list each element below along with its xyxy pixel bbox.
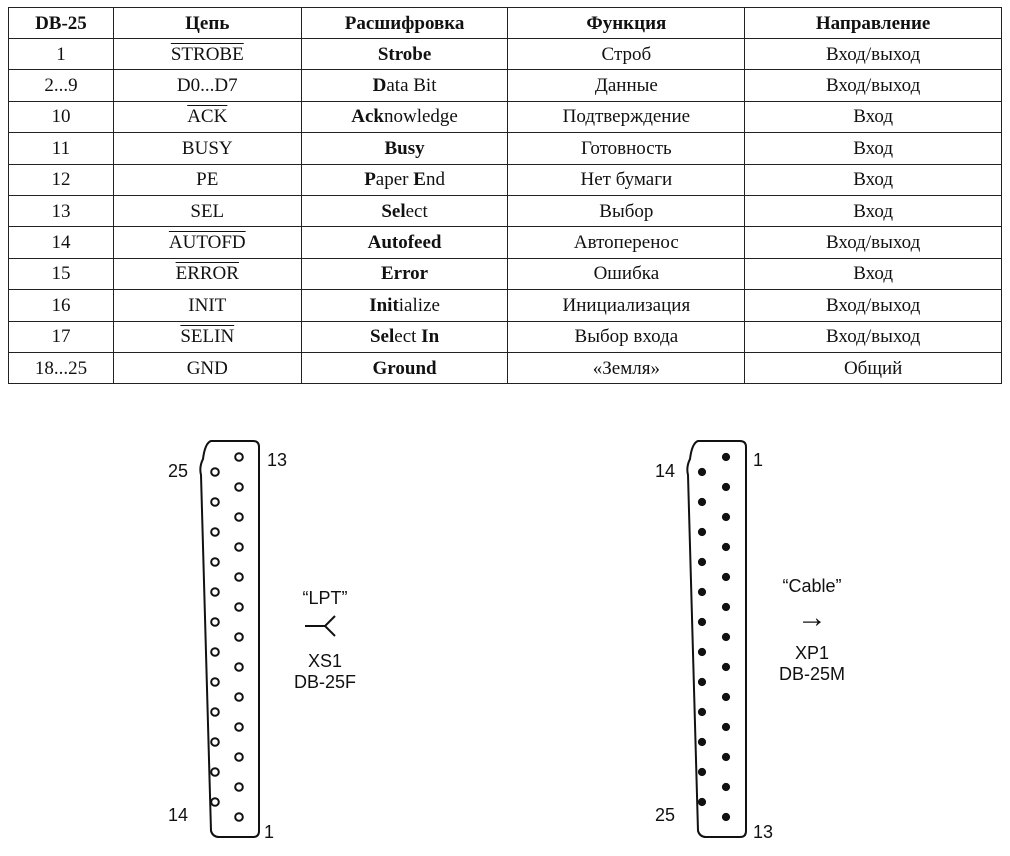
connector-shell xyxy=(200,441,259,837)
cell-function: Выбор входа xyxy=(508,321,745,352)
connector-pin xyxy=(211,768,219,776)
header-decode: Расшифровка xyxy=(301,8,508,39)
connector-shell xyxy=(687,441,746,837)
cell-pin: 16 xyxy=(9,290,114,321)
connector-pin xyxy=(722,783,729,790)
cell-pin: 1 xyxy=(9,39,114,70)
header-function: Функция xyxy=(508,8,745,39)
cell-pin: 10 xyxy=(9,101,114,132)
table-row xyxy=(9,70,1002,101)
connector-pin xyxy=(722,573,729,580)
table-row xyxy=(9,352,1002,383)
cell-direction: Вход xyxy=(745,195,1002,226)
connector-pin xyxy=(211,558,219,566)
header-direction: Направление xyxy=(745,8,1002,39)
connector-pin xyxy=(211,618,219,626)
connector-pin xyxy=(235,783,243,791)
connector-pin xyxy=(698,588,705,595)
connector-pin xyxy=(722,453,729,460)
connector-pin xyxy=(235,573,243,581)
cell-decode: Data Bit xyxy=(301,70,508,101)
connector-pin xyxy=(211,468,219,476)
cell-direction: Вход xyxy=(745,101,1002,132)
cell-pin: 18...25 xyxy=(9,352,114,383)
right-connector-name: “Cable” xyxy=(782,576,842,596)
connector-pin xyxy=(698,558,705,565)
connector-pin xyxy=(211,648,219,656)
right-connector-type: DB-25M xyxy=(778,664,845,684)
connector-pin xyxy=(211,738,219,746)
right-pin-label-top-right: 1 xyxy=(753,450,764,470)
cell-function: Подтверждение xyxy=(508,101,745,132)
cell-direction: Вход/выход xyxy=(745,290,1002,321)
cell-signal: $\overline{ACK}$ xyxy=(113,101,301,132)
cell-signal: PE xyxy=(113,164,301,195)
cell-direction: Вход xyxy=(745,133,1002,164)
cell-function: Нет бумаги xyxy=(508,164,745,195)
left-pin-label-top-right: 13 xyxy=(267,450,288,470)
cell-signal: D0...D7 xyxy=(113,70,301,101)
left-connector-caption xyxy=(285,588,365,693)
connector-pin xyxy=(722,513,729,520)
cell-function: Готовность xyxy=(508,133,745,164)
cell-signal: STROBE xyxy=(113,39,301,70)
connector-pin xyxy=(722,633,729,640)
connector-pin xyxy=(698,468,705,475)
table-row xyxy=(9,133,1002,164)
connector-pin xyxy=(722,603,729,610)
cell-pin: 14 xyxy=(9,227,114,258)
connector-pin xyxy=(722,753,729,760)
cell-function: «Земля» xyxy=(508,352,745,383)
table-row xyxy=(9,227,1002,258)
cell-signal: ERROR xyxy=(113,258,301,289)
cell-function: Данные xyxy=(508,70,745,101)
connector-db25m xyxy=(684,435,750,843)
left-pin-label-bottom-left: 14 xyxy=(168,805,189,825)
connector-pin xyxy=(698,738,705,745)
left-connector-ref: XS1 xyxy=(307,651,343,671)
cell-pin: 11 xyxy=(9,133,114,164)
cell-pin: 12 xyxy=(9,164,114,195)
pinout-table xyxy=(8,7,1002,384)
cell-decode: Error xyxy=(301,258,508,289)
header-signal: Цепь xyxy=(113,8,301,39)
table-row xyxy=(9,39,1002,70)
connector-pin xyxy=(235,663,243,671)
table-row xyxy=(9,101,1002,132)
right-pin-label-top-left: 14 xyxy=(655,461,676,481)
cell-signal: INIT xyxy=(113,290,301,321)
cell-pin: 13 xyxy=(9,195,114,226)
left-pin-label-bottom-right: 1 xyxy=(264,822,275,842)
cell-pin: 15 xyxy=(9,258,114,289)
table-header-row xyxy=(9,8,1002,39)
right-pin-label-bottom-right: 13 xyxy=(753,822,774,842)
table-row xyxy=(9,258,1002,289)
cell-direction: Общий xyxy=(745,352,1002,383)
connector-pin xyxy=(722,663,729,670)
connector-pin xyxy=(211,528,219,536)
cell-signal: SELIN xyxy=(113,321,301,352)
connector-pin xyxy=(235,513,243,521)
left-pin-label-top-left: 25 xyxy=(168,461,189,481)
cell-function: Инициализация xyxy=(508,290,745,321)
connector-pin xyxy=(698,708,705,715)
cell-signal: AUTOFD xyxy=(113,227,301,258)
cell-decode: Ground xyxy=(301,352,508,383)
cell-decode: Busy xyxy=(301,133,508,164)
connector-pin xyxy=(211,798,219,806)
connector-pin xyxy=(698,648,705,655)
connector-pin xyxy=(698,528,705,535)
cell-pin: 2...9 xyxy=(9,70,114,101)
cell-decode: Autofeed xyxy=(301,227,508,258)
connector-db25m-drawing xyxy=(684,435,750,843)
connector-pin xyxy=(698,768,705,775)
cell-direction: Вход/выход xyxy=(745,227,1002,258)
connector-pin xyxy=(211,678,219,686)
left-connector-type: DB-25F xyxy=(293,672,356,692)
cell-function: Выбор xyxy=(508,195,745,226)
cell-decode: Acknowledge xyxy=(301,101,508,132)
cell-signal: BUSY xyxy=(113,133,301,164)
connector-pin xyxy=(722,543,729,550)
header-pin: DB-25 xyxy=(9,8,114,39)
cell-function: Строб xyxy=(508,39,745,70)
connector-pin xyxy=(698,678,705,685)
connector-pin xyxy=(235,813,243,821)
cell-signal: GND xyxy=(113,352,301,383)
table-row xyxy=(9,164,1002,195)
cell-decode: Initialize xyxy=(301,290,508,321)
cell-decode: Paper End xyxy=(301,164,508,195)
right-connector-ref: XP1 xyxy=(794,643,830,663)
connector-pin xyxy=(698,498,705,505)
socket-symbol-icon xyxy=(285,615,365,637)
table-row xyxy=(9,290,1002,321)
connector-pin xyxy=(235,483,243,491)
cell-direction: Вход/выход xyxy=(745,70,1002,101)
right-pin-label-bottom-left: 25 xyxy=(655,805,676,825)
connector-pin xyxy=(211,588,219,596)
left-connector-name: “LPT” xyxy=(302,588,348,608)
cell-direction: Вход xyxy=(745,164,1002,195)
connector-pin xyxy=(722,483,729,490)
cell-direction: Вход/выход xyxy=(745,39,1002,70)
cell-pin: 17 xyxy=(9,321,114,352)
connector-pin xyxy=(235,543,243,551)
connector-pin xyxy=(235,693,243,701)
connector-pin xyxy=(235,753,243,761)
connector-pin xyxy=(235,603,243,611)
right-connector-arrow: → xyxy=(797,601,827,634)
cell-direction: Вход/выход xyxy=(745,321,1002,352)
cell-function: Автоперенос xyxy=(508,227,745,258)
connector-db25f-drawing xyxy=(197,435,263,843)
cell-signal: SEL xyxy=(113,195,301,226)
cell-decode: Select xyxy=(301,195,508,226)
connector-pin xyxy=(211,498,219,506)
connector-pin xyxy=(698,798,705,805)
connector-db25f xyxy=(197,435,263,843)
table-row xyxy=(9,321,1002,352)
right-connector-caption xyxy=(767,576,857,685)
table-row xyxy=(9,195,1002,226)
connector-pin xyxy=(722,813,729,820)
cell-decode: Strobe xyxy=(301,39,508,70)
connector-pin xyxy=(722,693,729,700)
connector-pin xyxy=(722,723,729,730)
connector-pin xyxy=(698,618,705,625)
cell-direction: Вход xyxy=(745,258,1002,289)
connector-pin xyxy=(235,633,243,641)
connector-pin xyxy=(235,723,243,731)
connector-pin xyxy=(211,708,219,716)
connector-pin xyxy=(235,453,243,461)
cell-decode: Select In xyxy=(301,321,508,352)
cell-function: Ошибка xyxy=(508,258,745,289)
